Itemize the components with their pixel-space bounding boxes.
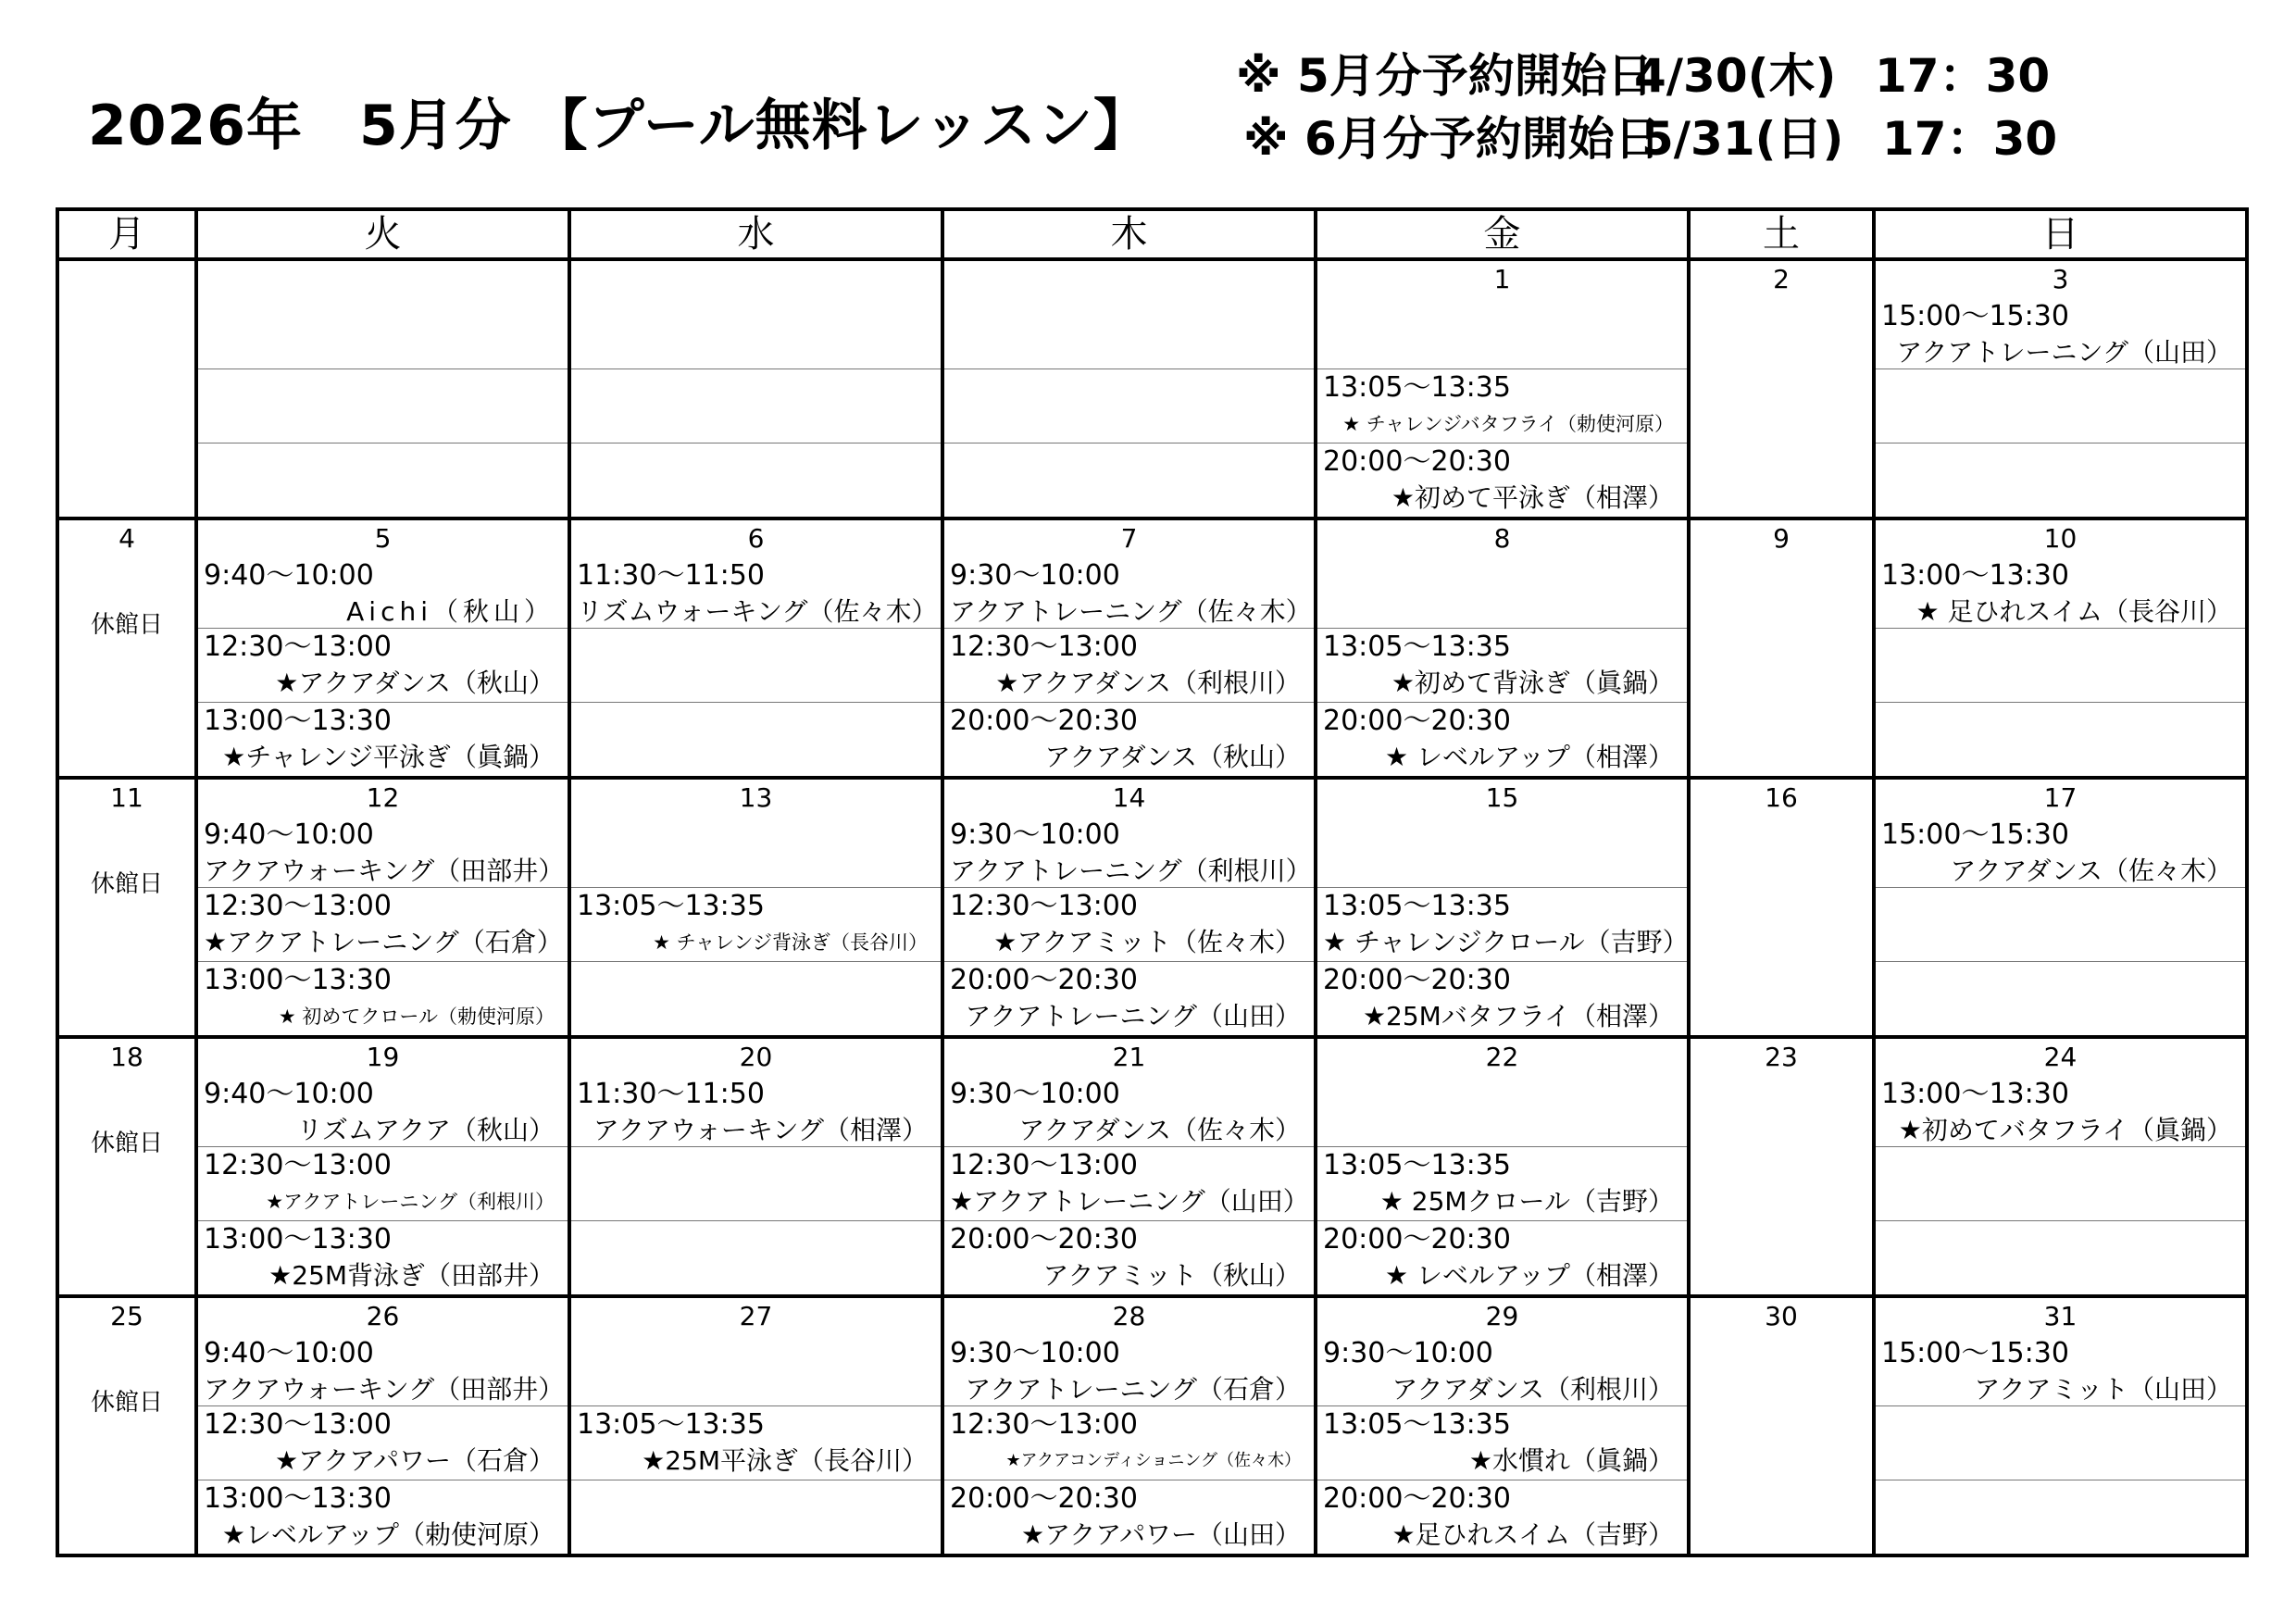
page-title: 2026年 5月分 【プール無料レッスン】 [88, 94, 1151, 158]
weekday-fri: 金 [1316, 209, 1689, 259]
lesson-slot [944, 557, 1314, 628]
notice-date: 4/30(木) [1634, 49, 1837, 103]
day-number: 12 [366, 782, 400, 813]
lesson-slot [1317, 1480, 1687, 1554]
lesson-name: ★ チャレンジクロール（吉野） [1323, 927, 1689, 957]
lesson-name: ★ レベルアップ（相澤） [1384, 1260, 1674, 1291]
lesson-name: ★ 25Mクロール（吉野） [1379, 1186, 1674, 1217]
day-cell-fri [1316, 778, 1689, 1037]
lesson-name: アクアミット（秋山） [1042, 1260, 1301, 1291]
lesson-slot [571, 369, 941, 443]
lesson-time: 12:30～13:00 [950, 890, 1138, 922]
lesson-slot [1876, 817, 2245, 887]
lesson-name: ★チャレンジ平泳ぎ（眞鍋） [222, 742, 555, 772]
lesson-time: 12:30～13:00 [204, 890, 392, 922]
lesson-slot [198, 443, 568, 517]
lesson-name: リズムアクア（秋山） [296, 1115, 555, 1145]
lesson-name: ★ チャレンジバタフライ（勅使河原） [1342, 413, 1674, 435]
day-number: 27 [739, 1301, 773, 1331]
closed-day-label: 休館日 [90, 1389, 163, 1417]
lesson-name: アクアトレーニング（山田） [1896, 337, 2232, 368]
lesson-slot [944, 1405, 1314, 1480]
lesson-name: ★アクアコンディショニング（佐々木） [1005, 1451, 1301, 1470]
lesson-name: ★初めてバタフライ（眞鍋） [1898, 1115, 2232, 1145]
lesson-name: アクアダンス（利根川） [1391, 1374, 1674, 1405]
lesson-slot [571, 887, 941, 961]
lesson-name: リズムウォーキング（佐々木） [577, 596, 938, 627]
week-row [57, 518, 2247, 778]
day-cell-sat [1689, 259, 1874, 518]
lesson-name: ★ 初めてクロール（勅使河原） [278, 1006, 555, 1028]
lesson-slot [571, 628, 941, 702]
weekday-header-row [57, 209, 2247, 259]
lesson-time: 13:05～13:35 [1323, 1408, 1511, 1441]
week-row [57, 1037, 2247, 1296]
lesson-slot [944, 1076, 1314, 1146]
lesson-time: 13:05～13:35 [1323, 890, 1511, 922]
lesson-time: 9:40～10:00 [204, 1337, 374, 1369]
lesson-name: ★アクアダンス（秋山） [275, 668, 555, 698]
weekday-sun: 日 [1874, 209, 2247, 259]
day-number: 14 [1112, 782, 1146, 813]
lesson-name: ★足ひれスイム（吉野） [1391, 1519, 1674, 1550]
lesson-slot [1876, 1335, 2245, 1405]
day-number [944, 261, 1314, 298]
lesson-time: 20:00～20:30 [1323, 445, 1511, 478]
day-number: 17 [2043, 782, 2078, 813]
lesson-time: 13:05～13:35 [1323, 371, 1511, 404]
day-number: 20 [739, 1042, 773, 1072]
lesson-name: ★ 足ひれスイム（長谷川） [1915, 596, 2232, 627]
day-number: 26 [366, 1301, 400, 1331]
day-number: 16 [1765, 782, 1798, 813]
lesson-slot [1876, 628, 2245, 702]
lesson-slot [1876, 443, 2245, 517]
day-cell-tue [196, 259, 569, 518]
lesson-time: 11:30～11:50 [577, 1078, 765, 1110]
day-cell-tue [196, 1037, 569, 1296]
lesson-slot [571, 1405, 941, 1480]
lesson-slot [1876, 1146, 2245, 1220]
lesson-time: 15:00～15:30 [1881, 1337, 2069, 1369]
day-number: 10 [2043, 523, 2078, 554]
day-number: 28 [1112, 1301, 1146, 1331]
lesson-slot [944, 1480, 1314, 1554]
day-cell-wed [569, 518, 942, 778]
lesson-slot [571, 557, 941, 628]
lesson-name: ★水慣れ（眞鍋） [1468, 1445, 1674, 1476]
day-number: 23 [1765, 1042, 1798, 1072]
lesson-time: 9:40～10:00 [204, 818, 374, 851]
lesson-name: ★アクアトレーニング（石倉） [204, 927, 563, 957]
lesson-slot [1317, 443, 1687, 517]
lesson-slot [1876, 369, 2245, 443]
day-cell-sun [1874, 778, 2247, 1037]
lesson-slot [944, 369, 1314, 443]
day-number: 30 [1765, 1301, 1798, 1331]
day-number: 18 [110, 1042, 144, 1072]
day-cell-thu [942, 518, 1316, 778]
lesson-slot [1876, 298, 2245, 369]
lesson-slot [944, 298, 1314, 369]
closed-day-label: 休館日 [90, 1130, 163, 1157]
day-number [198, 261, 568, 298]
day-cell-thu [942, 1037, 1316, 1296]
day-number: 15 [1485, 782, 1519, 813]
lesson-name: アクアダンス（佐々木） [1018, 1115, 1301, 1145]
lesson-slot [198, 298, 568, 369]
day-number: 4 [119, 523, 135, 554]
lesson-time: 12:30～13:00 [204, 1149, 392, 1181]
lesson-slot [944, 887, 1314, 961]
day-cell-fri [1316, 1296, 1689, 1555]
lesson-slot [944, 1335, 1314, 1405]
closed-day-label: 休館日 [90, 611, 163, 639]
day-cell-tue [196, 518, 569, 778]
day-cell-mon [57, 778, 196, 1037]
lesson-name: ★アクアパワー（山田） [1020, 1519, 1301, 1550]
lesson-slot [1317, 702, 1687, 776]
day-cell-wed [569, 778, 942, 1037]
lesson-time: 13:00～13:30 [204, 1482, 392, 1515]
lesson-slot [1876, 702, 2245, 776]
lesson-name: Aichi（秋山） [346, 596, 555, 627]
lesson-time: 12:30～13:00 [204, 631, 392, 663]
lesson-time: 20:00～20:30 [1323, 964, 1511, 996]
day-number: 21 [1112, 1042, 1146, 1072]
lesson-time: 13:05～13:35 [1323, 631, 1511, 663]
lesson-slot [571, 443, 941, 517]
lesson-time: 13:05～13:35 [577, 1408, 765, 1441]
lesson-slot [198, 557, 568, 628]
lesson-slot [1876, 557, 2245, 628]
lesson-time: 13:00～13:30 [204, 705, 392, 737]
lesson-slot [1317, 887, 1687, 961]
lesson-slot [1876, 1405, 2245, 1480]
lesson-time: 13:05～13:35 [577, 890, 765, 922]
day-cell-sat [1689, 1037, 1874, 1296]
day-cell-thu [942, 259, 1316, 518]
lesson-slot [571, 1146, 941, 1220]
lesson-slot [1876, 1220, 2245, 1294]
lesson-slot [1317, 298, 1687, 369]
lesson-slot [198, 369, 568, 443]
lesson-slot [198, 961, 568, 1035]
lesson-slot [944, 817, 1314, 887]
day-cell-mon [57, 1037, 196, 1296]
lesson-time: 20:00～20:30 [950, 964, 1138, 996]
lesson-name: ★レベルアップ（勅使河原） [221, 1519, 555, 1550]
lesson-time: 15:00～15:30 [1881, 300, 2069, 332]
weekday-mon: 月 [57, 209, 196, 259]
lesson-time: 12:30～13:00 [950, 631, 1138, 663]
day-number: 25 [110, 1301, 144, 1331]
day-number: 29 [1485, 1301, 1519, 1331]
day-cell-fri [1316, 518, 1689, 778]
lesson-time: 20:00～20:30 [1323, 1482, 1511, 1515]
lesson-slot [571, 1076, 941, 1146]
lesson-slot [1317, 817, 1687, 887]
notice-time: 17：30 [1875, 49, 2051, 103]
lesson-time: 20:00～20:30 [1323, 1223, 1511, 1255]
lesson-name: ★アクアトレーニング（利根川） [266, 1191, 555, 1213]
day-cell-mon [57, 259, 196, 518]
closed-day-label: 休館日 [90, 870, 163, 898]
week-row [57, 1296, 2247, 1555]
lesson-slot [571, 1220, 941, 1294]
lesson-slot [1317, 1405, 1687, 1480]
lesson-name: アクアウォーキング（田部井） [204, 856, 565, 886]
lesson-slot [198, 628, 568, 702]
lesson-slot [198, 1335, 568, 1405]
day-cell-sat [1689, 1296, 1874, 1555]
lesson-time: 11:30～11:50 [577, 559, 765, 592]
lesson-name: ★アクアトレーニング（山田） [950, 1186, 1309, 1217]
day-cell-wed [569, 1037, 942, 1296]
lesson-name: ★25M背泳ぎ（田部井） [268, 1260, 555, 1291]
weekday-tue: 火 [196, 209, 569, 259]
lesson-slot [571, 817, 941, 887]
lesson-time: 12:30～13:00 [950, 1149, 1138, 1181]
day-cell-mon [57, 518, 196, 778]
lesson-name: アクアトレーニング（利根川） [950, 856, 1312, 886]
day-number: 2 [1773, 264, 1790, 294]
lesson-time: 20:00～20:30 [1323, 705, 1511, 737]
day-number: 22 [1485, 1042, 1519, 1072]
lesson-slot [944, 961, 1314, 1035]
lesson-name: ★25Mバタフライ（相澤） [1362, 1001, 1674, 1031]
lesson-slot [944, 1146, 1314, 1220]
lesson-slot [1876, 1480, 2245, 1554]
lesson-name: アクアダンス（秋山） [1044, 742, 1301, 772]
lesson-name: ★初めて平泳ぎ（相澤） [1391, 482, 1674, 513]
lesson-name: ★ チャレンジ背泳ぎ（長谷川） [653, 931, 928, 954]
notice-time: 17：30 [1882, 112, 2058, 166]
lesson-slot [571, 298, 941, 369]
lesson-time: 9:30～10:00 [950, 1337, 1120, 1369]
day-number [59, 261, 194, 298]
lesson-time: 12:30～13:00 [204, 1408, 392, 1441]
lesson-slot [1317, 1146, 1687, 1220]
lesson-slot [1317, 1220, 1687, 1294]
lesson-name: アクアダンス（佐々木） [1950, 856, 2232, 886]
day-cell-tue [196, 1296, 569, 1555]
lesson-slot [198, 817, 568, 887]
lesson-slot [944, 702, 1314, 776]
lesson-slot [1317, 628, 1687, 702]
day-cell-fri [1316, 1037, 1689, 1296]
lesson-time: 9:40～10:00 [204, 1078, 374, 1110]
lesson-slot [198, 887, 568, 961]
lesson-slot [198, 702, 568, 776]
lesson-slot [198, 1076, 568, 1146]
lesson-time: 13:05～13:35 [1323, 1149, 1511, 1181]
lesson-time: 20:00～20:30 [950, 705, 1138, 737]
lesson-slot [1876, 1076, 2245, 1146]
day-cell-wed [569, 259, 942, 518]
lesson-name: アクアミット（山田） [1974, 1374, 2232, 1405]
lesson-time: 20:00～20:30 [950, 1482, 1138, 1515]
lesson-name: ★アクアパワー（石倉） [274, 1445, 555, 1476]
lesson-slot [944, 628, 1314, 702]
lesson-name: ★ レベルアップ（相澤） [1384, 742, 1674, 772]
lesson-slot [1317, 557, 1687, 628]
lesson-time: 12:30～13:00 [950, 1408, 1138, 1441]
week-row [57, 778, 2247, 1037]
day-cell-sat [1689, 518, 1874, 778]
lesson-name: ★25M平泳ぎ（長谷川） [642, 1445, 928, 1476]
lesson-time: 9:40～10:00 [204, 559, 374, 592]
lesson-time: 15:00～15:30 [1881, 818, 2069, 851]
day-number: 8 [1493, 523, 1511, 554]
lesson-slot [571, 961, 941, 1035]
lesson-time: 13:00～13:30 [204, 964, 392, 996]
lesson-slot [198, 1405, 568, 1480]
lesson-slot [944, 1220, 1314, 1294]
notice-label: ※ 5月分予約開始日 [1236, 49, 1653, 103]
day-number: 13 [739, 782, 773, 813]
notice-date: 5/31(日) [1641, 112, 1844, 166]
lesson-name: アクアトレーニング（佐々木） [950, 596, 1312, 627]
lesson-name: アクアトレーニング（山田） [965, 1001, 1301, 1031]
weekday-wed: 水 [569, 209, 942, 259]
lesson-slot [571, 1480, 941, 1554]
lesson-slot [1876, 961, 2245, 1035]
weekday-thu: 木 [942, 209, 1316, 259]
day-cell-mon [57, 1296, 196, 1555]
day-cell-tue [196, 778, 569, 1037]
day-number: 19 [366, 1042, 400, 1072]
lesson-slot [1317, 369, 1687, 443]
lesson-time: 9:30～10:00 [1323, 1337, 1493, 1369]
notice-label: ※ 6月分予約開始日 [1243, 112, 1661, 166]
lesson-slot [1317, 1076, 1687, 1146]
lesson-time: 13:00～13:30 [1881, 1078, 2069, 1110]
lesson-slot [198, 1220, 568, 1294]
day-number: 7 [1120, 523, 1138, 554]
lesson-slot [1317, 1335, 1687, 1405]
lesson-time: 13:00～13:30 [1881, 559, 2069, 592]
day-cell-thu [942, 778, 1316, 1037]
day-cell-fri [1316, 259, 1689, 518]
lesson-slot [571, 702, 941, 776]
reservation-notice-may [1236, 39, 2050, 106]
day-number: 24 [2043, 1042, 2078, 1072]
day-number: 1 [1493, 264, 1511, 294]
lesson-name: アクアウォーキング（相澤） [593, 1115, 928, 1145]
day-cell-sun [1874, 259, 2247, 518]
lesson-time: 9:30～10:00 [950, 818, 1120, 851]
weekday-sat: 土 [1689, 209, 1874, 259]
lesson-name: ★アクアダンス（利根川） [995, 668, 1301, 698]
day-number: 11 [110, 782, 144, 813]
day-cell-wed [569, 1296, 942, 1555]
day-cell-sun [1874, 1037, 2247, 1296]
lesson-time: 20:00～20:30 [950, 1223, 1138, 1255]
day-number: 6 [747, 523, 765, 554]
day-cell-sun [1874, 1296, 2247, 1555]
reservation-notice-june [1243, 102, 2057, 169]
lesson-slot [571, 1335, 941, 1405]
lesson-time: 9:30～10:00 [950, 1078, 1120, 1110]
day-number: 31 [2043, 1301, 2078, 1331]
lesson-slot [944, 443, 1314, 517]
day-cell-sat [1689, 778, 1874, 1037]
lesson-time: 9:30～10:00 [950, 559, 1120, 592]
lesson-slot [1317, 961, 1687, 1035]
day-number [571, 261, 941, 298]
lesson-name: ★アクアミット（佐々木） [993, 927, 1301, 957]
lesson-name: アクアウォーキング（田部井） [204, 1374, 565, 1405]
lesson-calendar [56, 207, 2249, 1557]
lesson-slot [198, 1480, 568, 1554]
lesson-time: 13:00～13:30 [204, 1223, 392, 1255]
week-row [57, 259, 2247, 518]
day-cell-thu [942, 1296, 1316, 1555]
lesson-slot [1876, 887, 2245, 961]
lesson-name: ★初めて背泳ぎ（眞鍋） [1391, 668, 1674, 698]
day-number: 3 [2052, 264, 2069, 294]
day-number: 5 [374, 523, 392, 554]
day-number: 9 [1773, 523, 1790, 554]
lesson-name: アクアトレーニング（石倉） [965, 1374, 1301, 1405]
lesson-slot [198, 1146, 568, 1220]
day-cell-sun [1874, 518, 2247, 778]
